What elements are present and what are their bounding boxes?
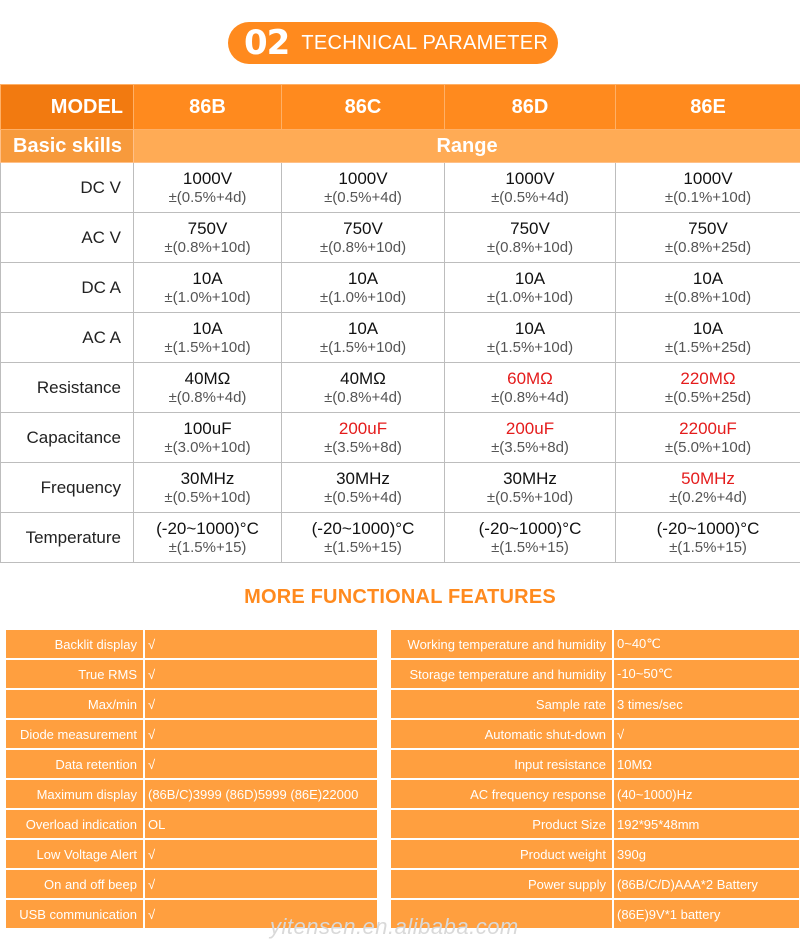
spec-row <box>1 313 800 363</box>
spec-value: 10A <box>514 318 546 338</box>
feature-value: √ <box>145 840 377 868</box>
spec-accuracy: ±(0.5%+4d) <box>324 488 402 506</box>
spec-row-label: Frequency <box>1 463 134 513</box>
feature-value: √ <box>145 720 377 748</box>
spec-accuracy: ±(1.0%+10d) <box>164 288 251 306</box>
feature-value: 10MΩ <box>614 750 799 778</box>
spec-cell <box>616 513 800 563</box>
model-86d: 86D <box>445 85 616 130</box>
spec-value: 750V <box>688 218 728 238</box>
feature-value: OL <box>145 810 377 838</box>
spec-cell <box>282 213 445 263</box>
spec-value: 1000V <box>683 168 733 188</box>
feature-name: Backlit display <box>6 630 143 658</box>
spec-cell <box>134 513 282 563</box>
spec-row <box>1 263 800 313</box>
spec-value: 750V <box>510 218 550 238</box>
spec-value: 10A <box>347 268 379 288</box>
spec-accuracy: ±(1.5%+15) <box>491 538 569 556</box>
spec-value: (-20~1000)°C <box>656 518 760 538</box>
model-86c: 86C <box>282 85 445 130</box>
spec-row <box>1 463 800 513</box>
spec-value: 220MΩ <box>680 368 736 388</box>
features-left-list <box>6 630 377 928</box>
feature-row <box>391 750 799 778</box>
watermark: yitensen.en.alibaba.com <box>270 914 519 939</box>
spec-value: 30MHz <box>180 468 235 488</box>
spec-cell <box>445 513 616 563</box>
feature-value: √ <box>145 900 377 928</box>
feature-value: √ <box>145 690 377 718</box>
feature-row <box>6 720 377 748</box>
spec-row-label: Resistance <box>1 363 134 413</box>
spec-row <box>1 413 800 463</box>
spec-accuracy: ±(0.8%+4d) <box>168 388 247 406</box>
features-title: MORE FUNCTIONAL FEATURES <box>244 586 556 608</box>
spec-value: 100uF <box>183 418 232 438</box>
spec-row-label: AC V <box>1 213 134 263</box>
spec-cell <box>616 313 800 363</box>
spec-cell <box>445 213 616 263</box>
spec-accuracy: ±(0.8%+4d) <box>491 388 569 406</box>
spec-row <box>1 213 800 263</box>
section-title: TECHNICAL PARAMETER <box>301 31 549 54</box>
feature-name: True RMS <box>6 660 143 688</box>
feature-name: USB communication <box>6 900 143 928</box>
spec-accuracy: ±(1.5%+15) <box>168 538 247 556</box>
feature-name: On and off beep <box>6 870 143 898</box>
spec-value: (-20~1000)°C <box>478 518 582 538</box>
spec-cell <box>134 463 282 513</box>
spec-accuracy: ±(1.0%+10d) <box>319 288 407 306</box>
feature-row <box>391 840 799 868</box>
spec-cell <box>134 263 282 313</box>
feature-row <box>391 870 799 898</box>
spec-accuracy: ±(0.2%+4d) <box>669 488 747 506</box>
spec-value: 10A <box>192 318 223 338</box>
spec-cell <box>445 363 616 413</box>
feature-row <box>391 630 799 658</box>
spec-cell <box>445 463 616 513</box>
feature-value: (40~1000)Hz <box>614 780 799 808</box>
spec-row <box>1 363 800 413</box>
spec-accuracy: ±(0.5%+25d) <box>664 388 752 406</box>
feature-row <box>391 720 799 748</box>
spec-value: 30MHz <box>503 468 557 488</box>
section-number: 02 <box>244 23 290 63</box>
spec-accuracy: ±(0.5%+10d) <box>164 488 251 506</box>
model-86e: 86E <box>616 85 800 130</box>
spec-value: 50MHz <box>681 468 735 488</box>
spec-row-label: Temperature <box>1 513 134 563</box>
spec-value: 750V <box>343 218 383 238</box>
spec-cell <box>282 413 445 463</box>
spec-accuracy: ±(0.1%+10d) <box>664 188 752 206</box>
feature-value: √ <box>145 870 377 898</box>
spec-row <box>1 163 800 213</box>
spec-value: 10A <box>192 268 223 288</box>
spec-accuracy: ±(3.0%+10d) <box>164 438 251 456</box>
spec-accuracy: ±(0.5%+10d) <box>486 488 574 506</box>
spec-cell <box>616 413 800 463</box>
spec-accuracy: ±(0.5%+4d) <box>324 188 402 206</box>
skills-header-row <box>1 130 800 163</box>
spec-value: (-20~1000)°C <box>156 518 259 538</box>
feature-name: Data retention <box>6 750 143 778</box>
feature-row <box>391 810 799 838</box>
spec-cell <box>445 163 616 213</box>
spec-cell <box>282 163 445 213</box>
spec-accuracy: ±(1.5%+10d) <box>164 338 251 356</box>
spec-accuracy: ±(1.5%+15) <box>669 538 747 556</box>
model-header-row <box>1 85 800 130</box>
spec-cell <box>616 213 800 263</box>
feature-name: Working temperature and humidity <box>391 630 612 658</box>
spec-value: 10A <box>514 268 546 288</box>
feature-name: Automatic shut-down <box>391 720 612 748</box>
spec-cell <box>134 413 282 463</box>
spec-cell <box>616 163 800 213</box>
model-label: MODEL <box>1 85 134 130</box>
spec-cell <box>616 263 800 313</box>
spec-row <box>1 513 800 563</box>
feature-row <box>391 690 799 718</box>
spec-cell <box>134 213 282 263</box>
feature-value: √ <box>145 750 377 778</box>
spec-cell <box>282 363 445 413</box>
spec-cell <box>616 363 800 413</box>
feature-name: Low Voltage Alert <box>6 840 143 868</box>
spec-accuracy: ±(0.5%+4d) <box>168 188 247 206</box>
spec-cell <box>445 263 616 313</box>
range-label: Range <box>134 130 800 163</box>
spec-value: 750V <box>187 218 228 238</box>
basic-skills-label: Basic skills <box>1 130 134 163</box>
spec-accuracy: ±(0.8%+10d) <box>486 238 574 256</box>
spec-cell <box>134 363 282 413</box>
spec-value: (-20~1000)°C <box>311 518 415 538</box>
spec-accuracy: ±(1.5%+10d) <box>486 338 574 356</box>
spec-cell <box>445 413 616 463</box>
feature-name: Maximum display <box>6 780 143 808</box>
spec-cell <box>282 263 445 313</box>
spec-row-label: Capacitance <box>1 413 134 463</box>
feature-value: (86B/C)3999 (86D)5999 (86E)22000 <box>145 780 377 808</box>
spec-value: 1000V <box>505 168 555 188</box>
spec-value: 60MΩ <box>507 368 553 388</box>
spec-accuracy: ±(1.5%+15) <box>324 538 402 556</box>
feature-name: Input resistance <box>391 750 612 778</box>
spec-row-label: AC A <box>1 313 134 363</box>
spec-value: 200uF <box>338 418 388 438</box>
feature-value: (86B/C/D)AAA*2 Battery <box>614 870 799 898</box>
spec-accuracy: ±(0.8%+10d) <box>164 238 251 256</box>
feature-row <box>6 660 377 688</box>
feature-value: 192*95*48mm <box>614 810 799 838</box>
spec-accuracy: ±(1.0%+10d) <box>486 288 574 306</box>
spec-accuracy: ±(0.8%+25d) <box>664 238 752 256</box>
feature-value: (86E)9V*1 battery <box>614 900 799 928</box>
feature-row <box>6 870 377 898</box>
features-right-list <box>391 630 799 928</box>
feature-row <box>391 780 799 808</box>
model-86b: 86B <box>134 85 282 130</box>
spec-cell <box>282 313 445 363</box>
spec-cell <box>282 463 445 513</box>
feature-row <box>6 780 377 808</box>
section-header-pill <box>228 22 558 64</box>
feature-value: 390g <box>614 840 799 868</box>
spec-value: 40MΩ <box>184 368 231 388</box>
feature-name: Sample rate <box>391 690 612 718</box>
spec-body <box>1 163 800 563</box>
spec-accuracy: ±(0.8%+10d) <box>319 238 407 256</box>
spec-cell <box>134 163 282 213</box>
feature-value: √ <box>614 720 799 748</box>
spec-value: 200uF <box>505 418 555 438</box>
feature-value: 0~40℃ <box>614 630 799 658</box>
feature-row <box>391 660 799 688</box>
feature-value: 3 times/sec <box>614 690 799 718</box>
feature-value: √ <box>145 630 377 658</box>
spec-value: 1000V <box>338 168 388 188</box>
feature-name: Diode measurement <box>6 720 143 748</box>
spec-cell <box>282 513 445 563</box>
spec-row-label: DC V <box>1 163 134 213</box>
feature-row <box>6 690 377 718</box>
feature-name: Max/min <box>6 690 143 718</box>
spec-table <box>0 84 800 563</box>
feature-row <box>6 840 377 868</box>
spec-value: 1000V <box>182 168 233 188</box>
feature-name: Power supply <box>391 870 612 898</box>
spec-value: 40MΩ <box>340 368 386 388</box>
spec-accuracy: ±(1.5%+10d) <box>319 338 407 356</box>
spec-value: 30MHz <box>336 468 390 488</box>
spec-value: 2200uF <box>679 418 737 438</box>
feature-row <box>6 750 377 778</box>
feature-name: Product Size <box>391 810 612 838</box>
feature-name: AC frequency response <box>391 780 612 808</box>
spec-cell <box>445 313 616 363</box>
spec-value: 10A <box>347 318 379 338</box>
spec-cell <box>616 463 800 513</box>
spec-row-label: DC A <box>1 263 134 313</box>
spec-value: 10A <box>692 318 724 338</box>
spec-accuracy: ±(3.5%+8d) <box>491 438 569 456</box>
feature-row <box>6 810 377 838</box>
spec-accuracy: ±(0.8%+10d) <box>664 288 752 306</box>
feature-row <box>6 630 377 658</box>
spec-accuracy: ±(3.5%+8d) <box>324 438 402 456</box>
feature-value: -10~50℃ <box>614 660 799 688</box>
spec-accuracy: ±(0.8%+4d) <box>324 388 402 406</box>
spec-accuracy: ±(5.0%+10d) <box>664 438 752 456</box>
spec-cell <box>134 313 282 363</box>
feature-name: Product weight <box>391 840 612 868</box>
spec-accuracy: ±(0.5%+4d) <box>491 188 569 206</box>
spec-accuracy: ±(1.5%+25d) <box>664 338 752 356</box>
feature-name: Storage temperature and humidity <box>391 660 612 688</box>
feature-value: √ <box>145 660 377 688</box>
feature-name: Overload indication <box>6 810 143 838</box>
spec-value: 10A <box>692 268 724 288</box>
